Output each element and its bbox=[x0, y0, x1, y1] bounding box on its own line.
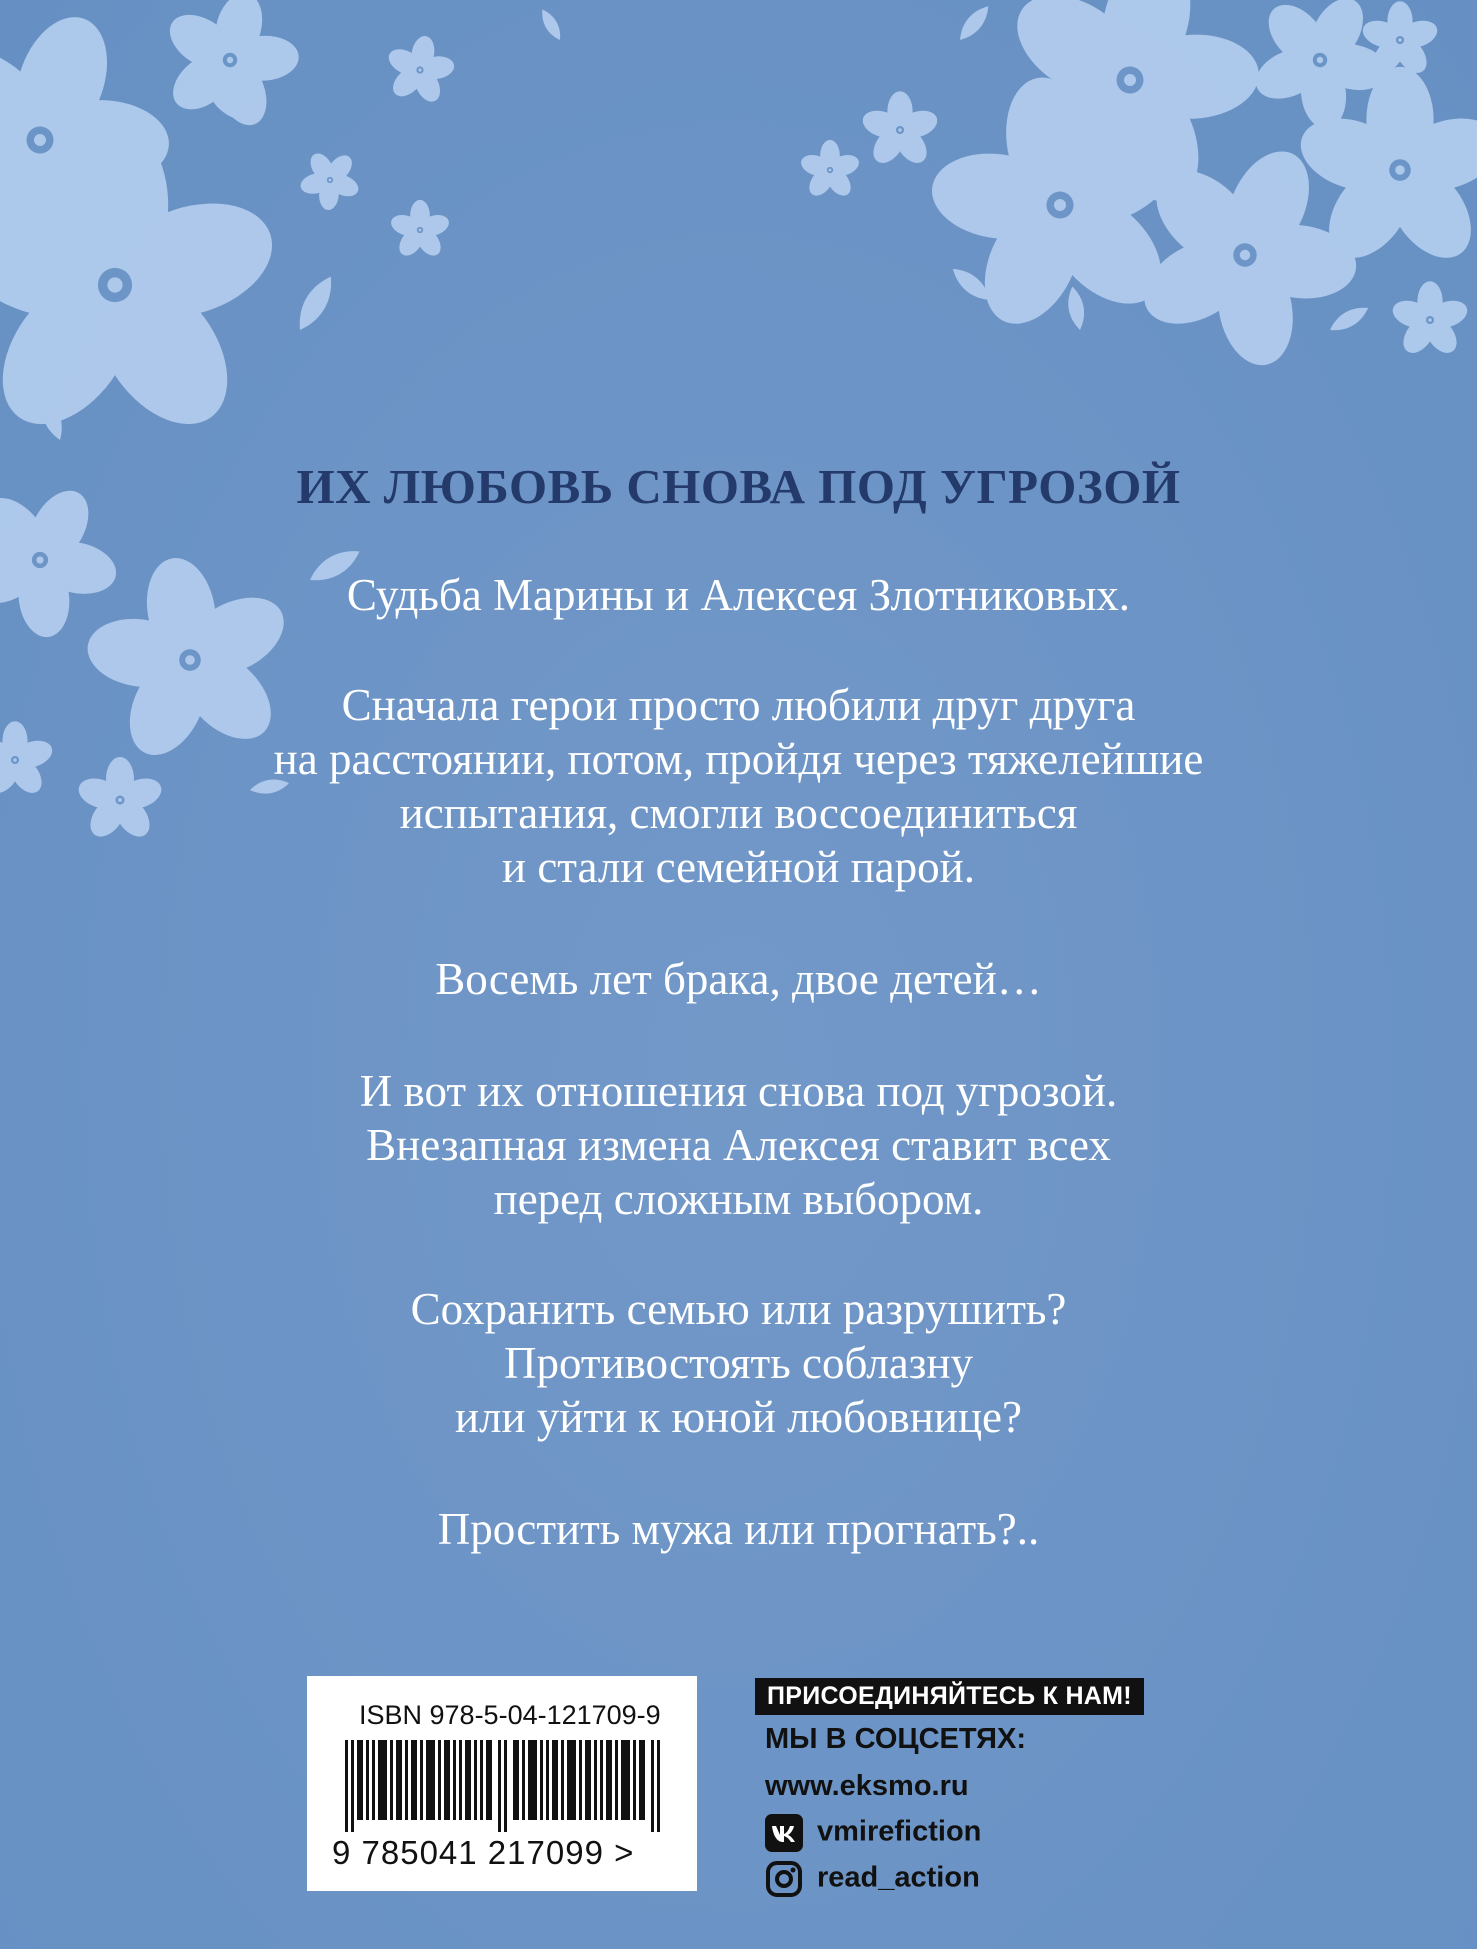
website-link[interactable]: www.eksmo.ru bbox=[765, 1770, 969, 1802]
blurb-title: ИХ ЛЮБОВЬ СНОВА ПОД УГРОЗОЙ bbox=[296, 459, 1181, 514]
blurb-paragraph-4 bbox=[0, 1064, 1477, 1226]
blurb-paragraph-6 bbox=[0, 1502, 1477, 1556]
isbn-barcode bbox=[307, 1676, 697, 1891]
blurb-line: Сохранить семью или разрушить? bbox=[410, 1284, 1067, 1334]
isbn-number: ISBN 978-5-04-121709-9 bbox=[359, 1700, 661, 1730]
blurb-paragraph-2 bbox=[0, 678, 1477, 894]
blurb-line: Судьба Марины и Алексея Злотниковых. bbox=[346, 570, 1131, 620]
blurb-line: и стали семейной парой. bbox=[501, 842, 975, 892]
barcode-bars bbox=[345, 1740, 661, 1832]
barcode-digits: 9 785041 217099 > bbox=[332, 1834, 635, 1871]
vk-handle: vmirefiction bbox=[817, 1815, 982, 1848]
blurb-paragraph-3 bbox=[0, 952, 1477, 1006]
instagram-handle: read_action bbox=[817, 1861, 980, 1894]
join-us-banner: ПРИСОЕДИНЯЙТЕСЬ К НАМ! bbox=[755, 1678, 1144, 1715]
instagram-link[interactable] bbox=[765, 1860, 980, 1898]
networks-label: МЫ В СОЦСЕТЯХ: bbox=[765, 1723, 1027, 1755]
social-block bbox=[755, 1678, 1144, 1894]
blurb-line: И вот их отношения снова под угрозой. bbox=[359, 1066, 1118, 1116]
blurb-line: или уйти к юной любовнице? bbox=[454, 1392, 1022, 1442]
vk-icon bbox=[765, 1814, 803, 1852]
blurb-paragraph-5 bbox=[0, 1282, 1477, 1444]
blurb-line: на расстоянии, потом, пройдя через тяжелейшие bbox=[273, 734, 1204, 784]
instagram-icon bbox=[765, 1860, 803, 1898]
blurb-line: Восемь лет брака, двое детей… bbox=[435, 954, 1042, 1004]
blurb-paragraph-1 bbox=[0, 568, 1477, 622]
blurb-line: перед сложным выбором. bbox=[493, 1174, 984, 1224]
blurb-line: Противостоять соблазну bbox=[503, 1338, 974, 1388]
blurb-line: Внезапная измена Алексея ставит всех bbox=[366, 1120, 1111, 1170]
blurb-line: Сначала герои просто любили друг друга bbox=[341, 680, 1136, 730]
vk-link[interactable] bbox=[765, 1814, 981, 1852]
blurb-line: Простить мужа или прогнать?.. bbox=[437, 1504, 1040, 1554]
blurb-line: испытания, смогли воссоединиться bbox=[399, 788, 1078, 838]
